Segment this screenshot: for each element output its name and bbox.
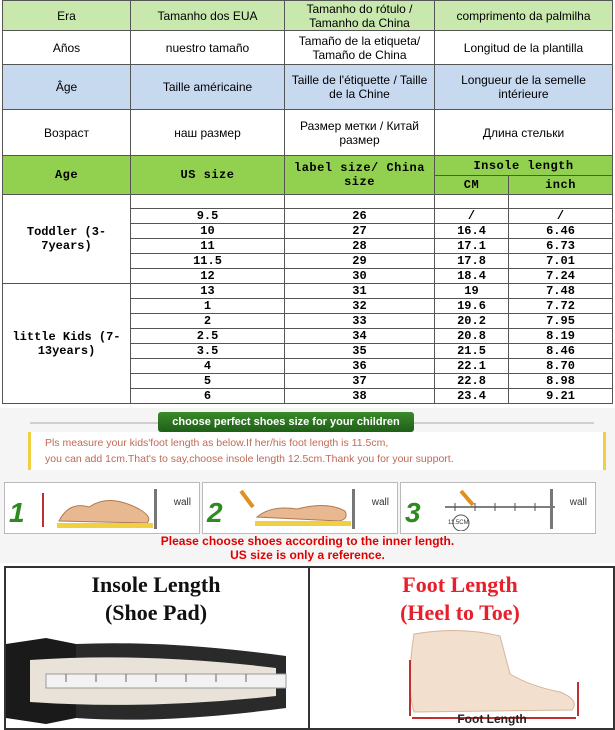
us-size-cell: 1 [131,299,285,314]
us-size-header: nuestro tamaño [131,31,285,65]
cm-header: CM [435,176,509,195]
china-size-cell: 35 [285,344,435,359]
us-size-header: Taille américaine [131,65,285,110]
china-size-cell: 26 [285,209,435,224]
inch-cell: 8.70 [509,359,613,374]
measure-step-1 [4,482,200,534]
age-header: Age [3,156,131,195]
us-size-reference-note: US size is only a reference. [230,548,385,562]
wall-label: wall [569,497,587,508]
inch-cell: / [509,209,613,224]
instruction-line: Pls measure your kids'foot length as below.If her/his foot length is 11.5cm, [45,437,389,449]
table-row [3,284,613,299]
guide-banner: choose perfect shoes size for your children [158,412,414,432]
cm-cell: 17.1 [435,239,509,254]
header-row-english [3,156,613,176]
china-size-cell: 34 [285,329,435,344]
wall-bar [550,489,553,529]
size-chart-table [2,0,613,404]
china-size-cell: 27 [285,224,435,239]
cm-cell: 17.8 [435,254,509,269]
cm-cell: 20.2 [435,314,509,329]
cm-cell: 19 [435,284,509,299]
us-size-cell: 13 [131,284,285,299]
china-size-cell: 28 [285,239,435,254]
cm-cell: 22.8 [435,374,509,389]
inch-cell: 8.19 [509,329,613,344]
label-size-header: Tamaño de la etiqueta/ Tamaño de China [285,31,435,65]
us-size-cell: 10 [131,224,285,239]
inch-cell: 6.46 [509,224,613,239]
inch-cell: 7.24 [509,269,613,284]
us-size-cell: 11.5 [131,254,285,269]
cm-cell: 19.6 [435,299,509,314]
cm-cell: 23.4 [435,389,509,404]
inch-cell: 7.01 [509,254,613,269]
header-row-portuguese [3,1,613,31]
china-size-cell: 33 [285,314,435,329]
china-size-cell: 32 [285,299,435,314]
insole-length-header: Insole length [435,156,613,176]
insole-length-title: Insole Length [91,572,221,597]
wall-bar [154,489,157,529]
era-header: Возраст [3,110,131,156]
insole-length-header: Longitud de la plantilla [435,31,613,65]
foot-icon [29,487,159,531]
wall-label: wall [371,497,389,508]
inch-header: inch [509,176,613,195]
era-header: Años [3,31,131,65]
inch-cell: 6.73 [509,239,613,254]
label-size-header: label size/ China size [285,156,435,195]
inch-cell: 8.46 [509,344,613,359]
measure-step-3 [400,482,596,534]
inch-cell: 7.95 [509,314,613,329]
insole-length-header: comprimento da palmilha [435,1,613,31]
era-header: Âge [3,65,131,110]
header-row-french [3,65,613,110]
china-size-cell: 38 [285,389,435,404]
label-size-header: Tamanho do rótulo / Tamanho da China [285,1,435,31]
foot-length-title: Foot Length [402,572,518,597]
cm-cell: 20.8 [435,329,509,344]
heel-to-toe-subtitle: (Heel to Toe) [400,600,520,625]
foot-icon [310,626,610,726]
label-size-header: Размер метки / Китай размер [285,110,435,156]
inch-cell: 8.98 [509,374,613,389]
step-number: 2 [207,497,223,528]
china-size-cell: 30 [285,269,435,284]
insole-length-header: Longueur de la semelle intérieure [435,65,613,110]
us-size-cell: 3.5 [131,344,285,359]
ruler-icon [425,487,559,531]
inch-cell: 7.48 [509,284,613,299]
inch-cell: 7.72 [509,299,613,314]
cm-cell: 21.5 [435,344,509,359]
inch-cell: 9.21 [509,389,613,404]
cm-cell: 22.1 [435,359,509,374]
us-size-cell: 9.5 [131,209,285,224]
wall-label: wall [173,497,191,508]
age-group-little-kids: little Kids (7-13years) [3,284,131,404]
measure-instructions [28,432,606,470]
age-group-toddler: Toddler (3-7years) [3,195,131,284]
header-row-russian [3,110,613,156]
measure-value-label: 11.5CM [448,520,469,526]
inner-length-note: Please choose shoes according to the inner length. [160,534,455,548]
us-size-cell: 5 [131,374,285,389]
us-size-header: Tamanho dos EUA [131,1,285,31]
china-size-cell: 36 [285,359,435,374]
us-size-cell: 2 [131,314,285,329]
step-number: 1 [9,497,25,528]
measuring-guide [0,408,615,563]
measure-step-2 [202,482,398,534]
foot-length-label: Foot Length [457,712,527,726]
cm-cell: / [435,209,509,224]
step-number: 3 [405,497,421,528]
us-size-cell: 12 [131,269,285,284]
era-header: Era [3,1,131,31]
foot-icon [227,487,357,531]
us-size-header: наш размер [131,110,285,156]
cm-cell: 16.4 [435,224,509,239]
length-comparison-panel [4,566,615,730]
us-size-cell: 2.5 [131,329,285,344]
instruction-line: you can add 1cm.That's to say,choose insole length 12.5cm.Thank you for your support. [45,453,454,465]
us-size-header: US size [131,156,285,195]
banner-divider [414,422,594,424]
us-size-cell: 6 [131,389,285,404]
us-size-cell: 11 [131,239,285,254]
china-size-cell: 29 [285,254,435,269]
label-size-header: Taille de l'étiquette / Taille de la Chine [285,65,435,110]
shoe-pad-subtitle: (Shoe Pad) [104,600,208,625]
china-size-cell: 37 [285,374,435,389]
insole-measure-icon [6,634,306,726]
china-size-cell: 31 [285,284,435,299]
header-row-spanish [3,31,613,65]
insole-length-header: Длина стельки [435,110,613,156]
cm-cell: 18.4 [435,269,509,284]
spacer-row [3,195,613,209]
us-size-cell: 4 [131,359,285,374]
wall-bar [352,489,355,529]
banner-divider [30,422,158,424]
